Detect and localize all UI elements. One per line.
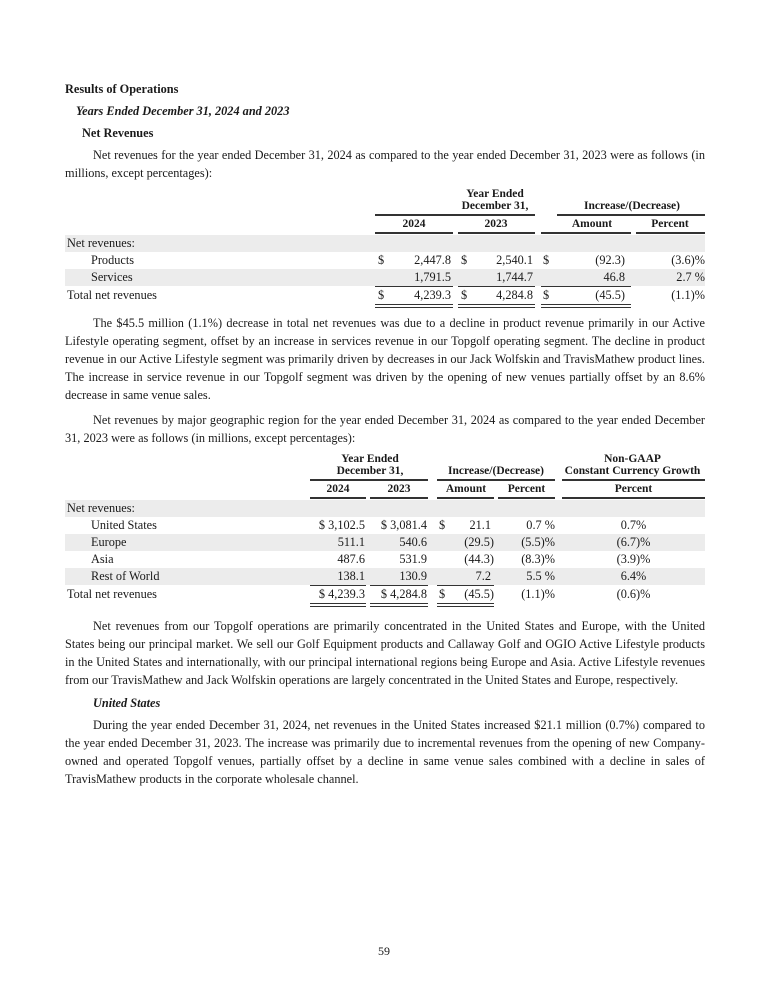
value-2023: $ 3,081.4 bbox=[380, 518, 427, 532]
row-label: Rest of World bbox=[91, 569, 160, 583]
region-intro-paragraph: Net revenues by major geographic region for the year ended December 31, 2024 as compared to the year ended December 31, 2023 were as follows (in millions, except percentages): bbox=[65, 413, 705, 445]
value-percent: 0.7 % bbox=[526, 518, 555, 532]
col-rule bbox=[636, 232, 705, 234]
value-percent: (3.6)% bbox=[671, 253, 705, 267]
row-label: Europe bbox=[91, 535, 127, 549]
table-row bbox=[65, 551, 705, 568]
value-percent: (8.3)% bbox=[521, 552, 555, 566]
value-2024: $ 3,102.5 bbox=[318, 518, 365, 532]
value-cc-percent: 0.7% bbox=[620, 518, 647, 532]
table-row bbox=[65, 534, 705, 551]
header-rule bbox=[557, 214, 705, 216]
col-2023: 2023 bbox=[387, 483, 411, 495]
header-line: December 31, bbox=[461, 200, 529, 212]
value-percent: (1.1)% bbox=[521, 587, 555, 601]
us-detail-paragraph: During the year ended December 31, 2024, net revenues in the United States increased $21.1 million (0.7%) compared to the year ended December 31, 2023. The increase was primarily due to incremental revenues from the opening of new Company-owned and operated Topgolf venues, partially offset by a decline in same venue sales combined with a decline in sales of TravisMathew products in the corporate wholesale channel. bbox=[65, 718, 705, 786]
total-double-rule bbox=[375, 304, 453, 308]
total-double-rule bbox=[310, 603, 366, 607]
subsection-heading: Net Revenues bbox=[82, 126, 154, 140]
col-rule bbox=[375, 232, 453, 234]
table-row-total bbox=[65, 287, 705, 304]
table-row-section bbox=[65, 235, 705, 252]
period-heading: Years Ended December 31, 2024 and 2023 bbox=[76, 104, 290, 118]
value-cc-percent: (6.7)% bbox=[616, 535, 651, 549]
header-line: December 31, bbox=[336, 465, 404, 477]
row-label: Products bbox=[91, 253, 135, 267]
currency-symbol: $ bbox=[461, 288, 468, 302]
row-label: Total net revenues bbox=[67, 288, 157, 302]
row-label: Asia bbox=[91, 552, 114, 566]
table2-header-non-gaap bbox=[560, 453, 705, 477]
currency-symbol: $ bbox=[543, 288, 550, 302]
value-2023: 1,744.7 bbox=[496, 270, 533, 284]
value-amount: (44.3) bbox=[464, 552, 494, 566]
col-rule bbox=[498, 497, 555, 499]
value-amount: 21.1 bbox=[469, 518, 491, 532]
header-line: Year Ended bbox=[466, 188, 524, 200]
value-cc-percent: (0.6)% bbox=[616, 587, 651, 601]
topgolf-regions-paragraph: Net revenues from our Topgolf operations are primarily concentrated in the United States and Europe, with the United States being our principal market. We sell our Golf Equipment products and Callaway Golf and OGIO Active Lifestyle products in the United States and internationally, with our principal international regions being Europe and Asia. Active Lifestyle revenues from our TravisMathew and Jack Wolfskin operations are largely concentrated in the United States and Europe, respectively. bbox=[65, 619, 705, 687]
table-row-total bbox=[65, 586, 705, 603]
table1-header-increase: Increase/(Decrease) bbox=[583, 200, 680, 212]
value-2024: 511.1 bbox=[337, 535, 365, 549]
total-double-rule bbox=[437, 603, 494, 607]
value-percent: (5.5)% bbox=[521, 535, 555, 549]
value-2023: 2,540.1 bbox=[496, 253, 533, 267]
value-cc-percent: (3.9)% bbox=[616, 552, 651, 566]
value-cc-percent: 6.4% bbox=[620, 569, 647, 583]
col-2023: 2023 bbox=[484, 218, 508, 230]
value-2024: 2,447.8 bbox=[414, 253, 451, 267]
value-2023: 540.6 bbox=[399, 535, 427, 549]
col-rule bbox=[562, 497, 705, 499]
value-amount: 7.2 bbox=[475, 569, 491, 583]
row-label: Total net revenues bbox=[67, 587, 157, 601]
header-rule bbox=[310, 479, 428, 481]
currency-symbol: $ bbox=[439, 518, 446, 532]
col-cc-percent: Percent bbox=[614, 483, 653, 495]
col-percent: Percent bbox=[507, 483, 546, 495]
total-double-rule bbox=[370, 603, 428, 607]
col-percent: Percent bbox=[651, 218, 689, 230]
table-row bbox=[65, 252, 705, 269]
col-rule bbox=[541, 232, 631, 234]
table-row-section bbox=[65, 500, 705, 517]
value-2023: 531.9 bbox=[399, 552, 427, 566]
currency-symbol: $ bbox=[461, 253, 468, 267]
document-page bbox=[65, 80, 705, 788]
header-line: Constant Currency Growth bbox=[564, 465, 701, 477]
value-percent: (1.1)% bbox=[671, 288, 705, 302]
col-amount: Amount bbox=[571, 218, 613, 230]
header-line: Year Ended bbox=[341, 453, 399, 465]
col-2024: 2024 bbox=[402, 218, 426, 230]
total-double-rule bbox=[541, 304, 631, 308]
regional-revenues-table bbox=[65, 453, 705, 609]
value-2024: 138.1 bbox=[337, 569, 365, 583]
table2-header-increase: Increase/(Decrease) bbox=[447, 465, 544, 477]
value-amount: (45.5) bbox=[464, 587, 494, 601]
value-2024: 487.6 bbox=[337, 552, 365, 566]
col-rule bbox=[458, 232, 535, 234]
value-percent: 5.5 % bbox=[526, 569, 555, 583]
col-rule bbox=[370, 497, 428, 499]
value-amount: (92.3) bbox=[595, 253, 625, 267]
col-2024: 2024 bbox=[326, 483, 350, 495]
intro-paragraph: Net revenues for the year ended December 31, 2024 as compared to the year ended December 31, 2023 were as follows (in millions, except percentages): bbox=[65, 148, 705, 180]
value-amount: (45.5) bbox=[595, 288, 625, 302]
row-label: Net revenues: bbox=[67, 236, 135, 250]
table-row bbox=[65, 269, 705, 286]
row-label: United States bbox=[91, 518, 157, 532]
decline-paragraph: The $45.5 million (1.1%) decrease in total net revenues was due to a decline in product revenue primarily in our Active Lifestyle operating segment, offset by an increase in services revenue in our Topgolf operating segment. The decline in product revenue in our Active Lifestyle segment was primarily driven by decreases in our Jack Wolfskin and TravisMathew product lines. The increase in service revenue in our Topgolf segment was driven by the opening of new venues partially offset by an 8.6% decrease in same venue sales. bbox=[65, 316, 705, 402]
value-amount: 46.8 bbox=[603, 270, 625, 284]
header-line: Non-GAAP bbox=[604, 453, 661, 465]
value-2024: $ 4,239.3 bbox=[318, 587, 365, 601]
row-label: Services bbox=[91, 270, 133, 284]
table-row bbox=[65, 517, 705, 534]
table2-header-year-ended bbox=[310, 453, 430, 477]
value-2023: 130.9 bbox=[399, 569, 427, 583]
value-2024: 1,791.5 bbox=[414, 270, 451, 284]
us-heading: United States bbox=[93, 696, 161, 710]
value-2024: 4,239.3 bbox=[414, 288, 451, 302]
value-percent: 2.7 % bbox=[676, 270, 705, 284]
col-rule bbox=[437, 497, 494, 499]
currency-symbol: $ bbox=[378, 288, 385, 302]
currency-symbol: $ bbox=[378, 253, 385, 267]
value-2023: 4,284.8 bbox=[496, 288, 533, 302]
page-number: 59 bbox=[378, 944, 390, 958]
col-amount: Amount bbox=[445, 483, 487, 495]
table-row bbox=[65, 568, 705, 585]
header-rule bbox=[375, 214, 535, 216]
header-rule bbox=[437, 479, 555, 481]
row-label: Net revenues: bbox=[67, 501, 135, 515]
value-amount: (29.5) bbox=[464, 535, 494, 549]
header-rule bbox=[562, 479, 705, 481]
total-double-rule bbox=[458, 304, 535, 308]
value-2023: $ 4,284.8 bbox=[380, 587, 427, 601]
section-heading: Results of Operations bbox=[65, 82, 179, 96]
currency-symbol: $ bbox=[543, 253, 550, 267]
net-revenues-table bbox=[65, 188, 705, 306]
currency-symbol: $ bbox=[439, 587, 446, 601]
col-rule bbox=[310, 497, 366, 499]
